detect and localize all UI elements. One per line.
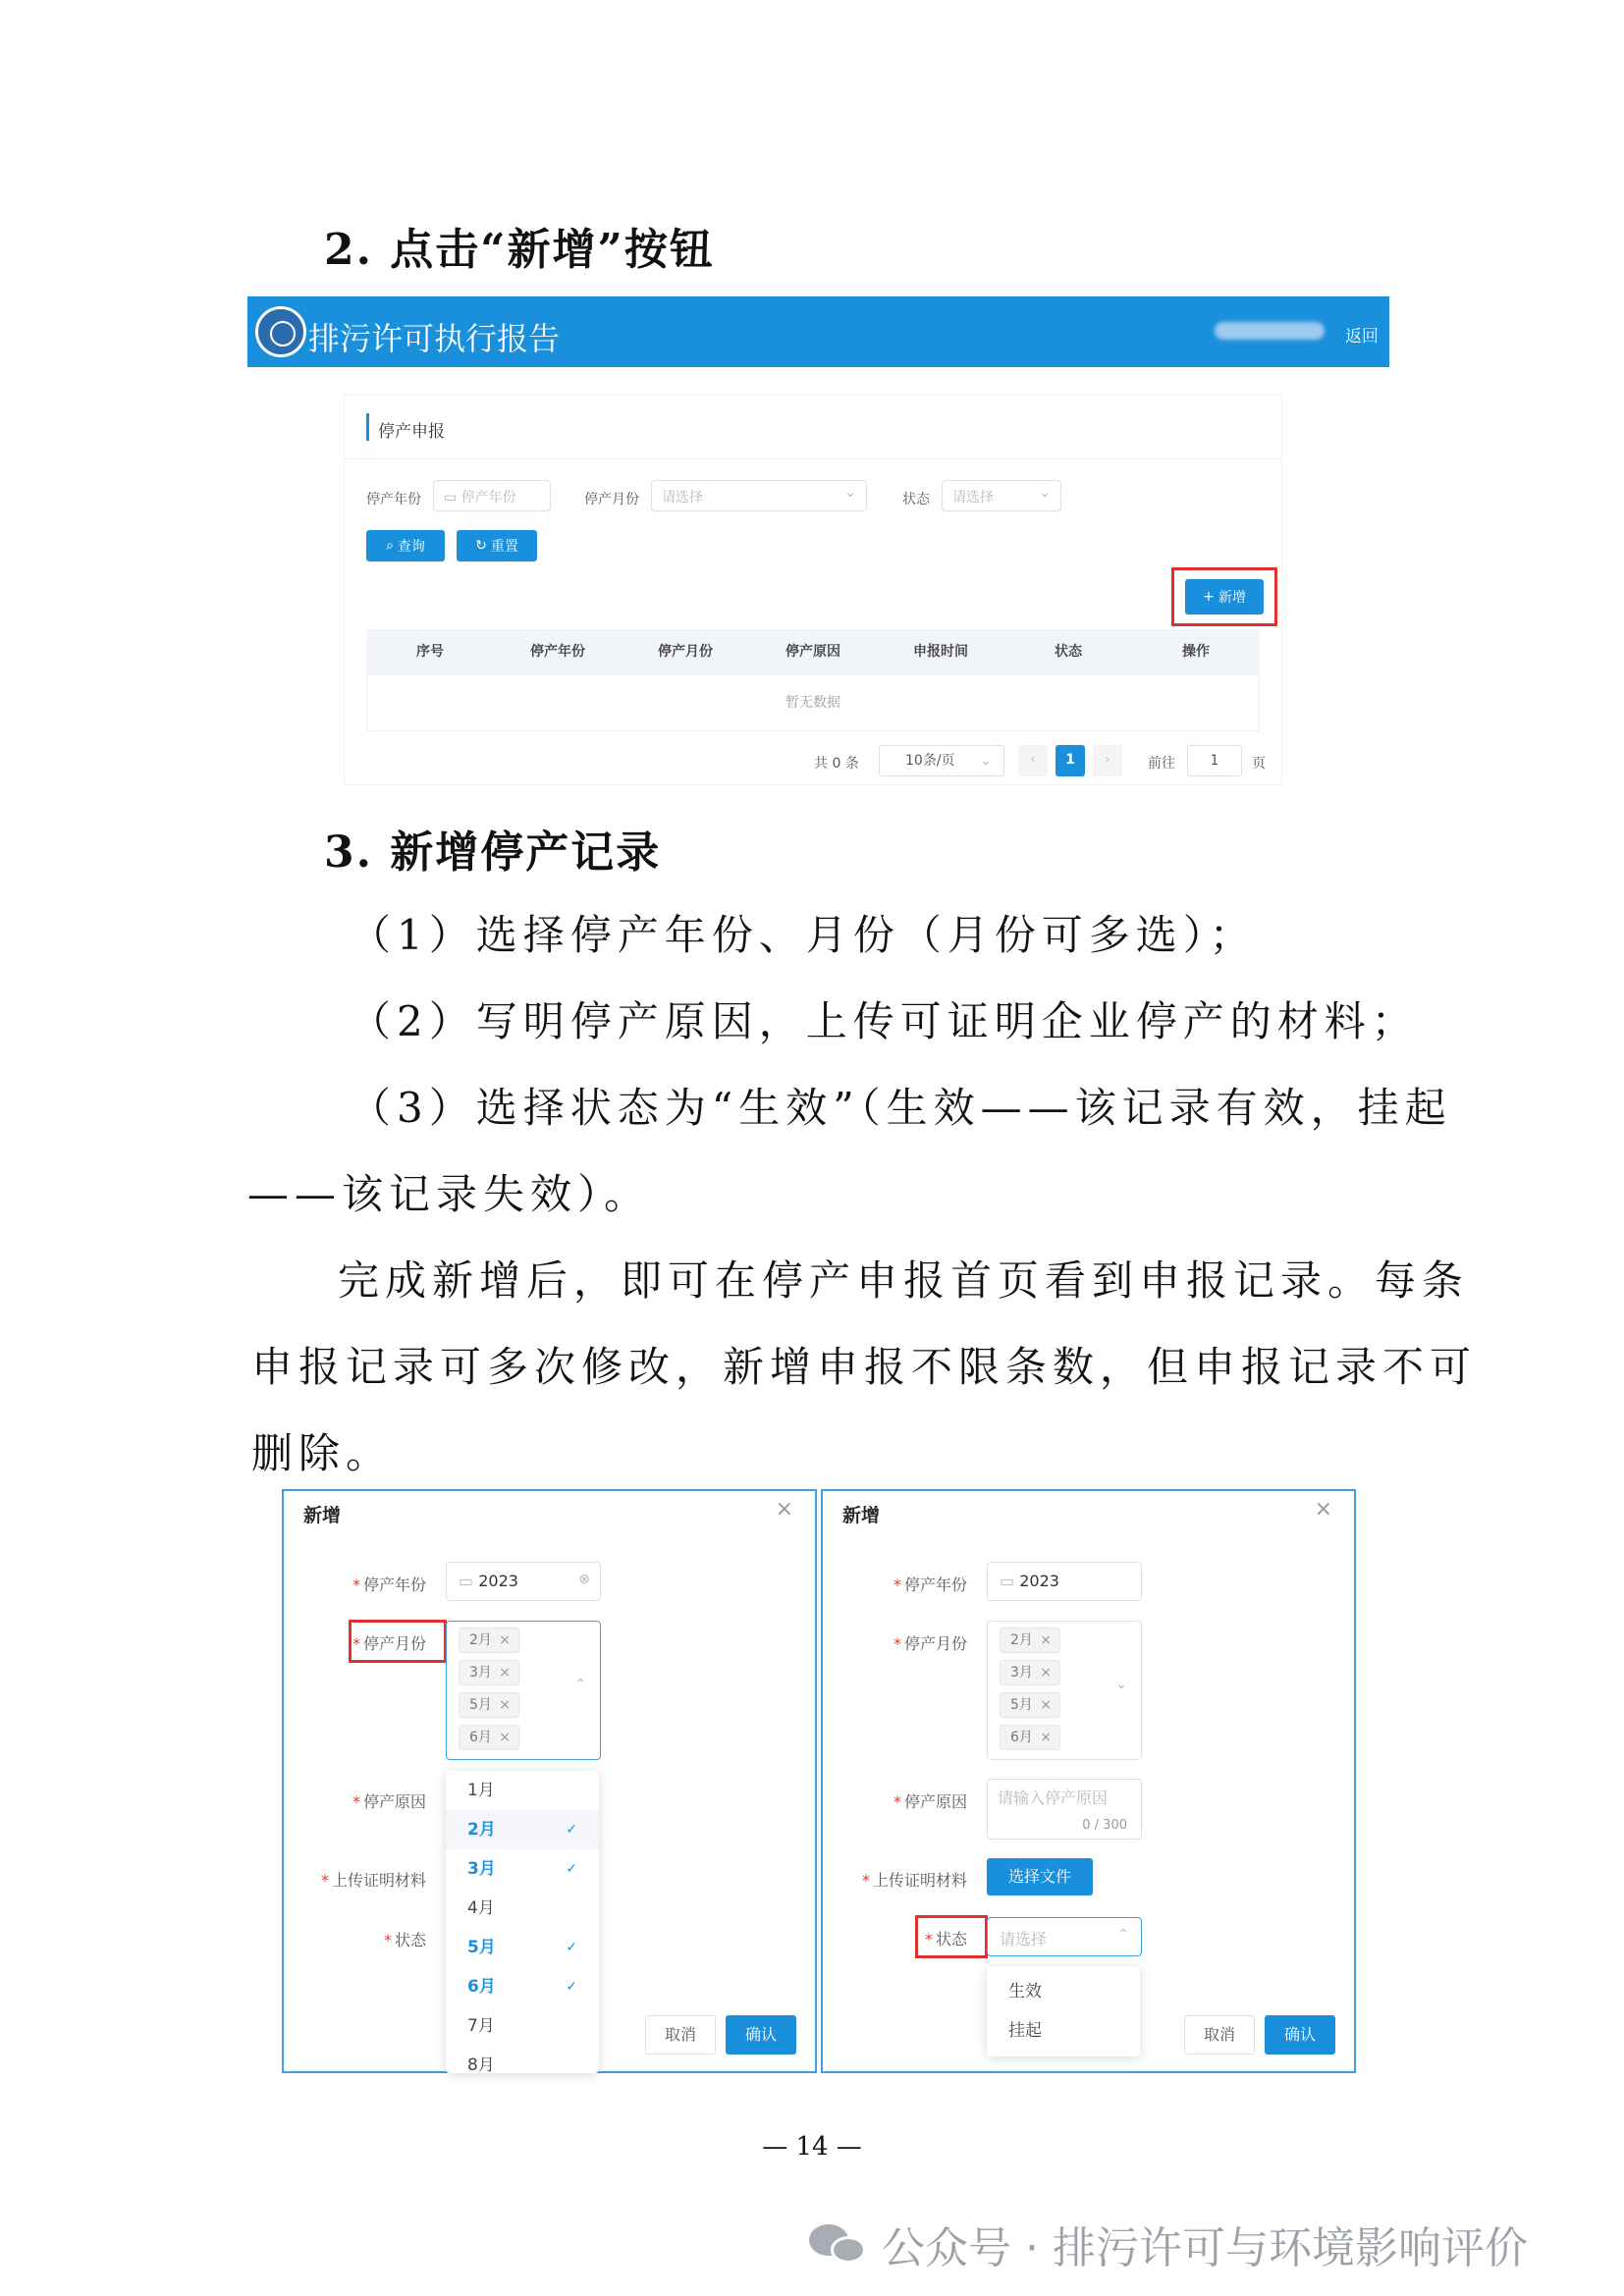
filter-year-placeholder: 停产年份 <box>460 490 516 506</box>
close-icon[interactable]: × <box>1314 1497 1332 1522</box>
month-tag: 2月 × <box>459 1628 519 1653</box>
next-page-button[interactable]: › <box>1093 745 1122 776</box>
filter-month-label: 停产月份 <box>584 492 639 507</box>
month-tag: 2月 × <box>1000 1628 1060 1653</box>
paragraph-line: ——该记录失效）。 <box>247 1170 652 1218</box>
status-select[interactable] <box>987 1917 1142 1956</box>
card-title: 停产申报 <box>378 422 445 442</box>
paragraph-line: （1）选择停产年份、月份（月份可多选）； <box>350 911 1257 959</box>
month-tag: 3月 × <box>459 1660 519 1685</box>
remove-tag-icon[interactable]: × <box>499 1730 511 1745</box>
column-header: 停产原因 <box>785 644 840 660</box>
filter-status-placeholder: 请选择 <box>952 490 994 506</box>
status-dropdown <box>987 1966 1140 2056</box>
step3-heading: 3. 新增停产记录 <box>324 828 662 878</box>
reason-label: * 停产原因 <box>352 1792 426 1811</box>
month-tag: 6月 × <box>1000 1725 1060 1750</box>
confirm-button[interactable]: 确认 <box>1265 2015 1335 2055</box>
filter-month-select[interactable] <box>651 480 867 511</box>
status-label: * 状态 <box>924 1930 967 1949</box>
reset-button-label: 重置 <box>490 539 518 555</box>
remove-tag-icon[interactable]: × <box>1040 1697 1052 1713</box>
close-icon[interactable]: × <box>775 1497 793 1522</box>
back-link[interactable]: 返回 <box>1345 327 1379 347</box>
upload-label: * 上传证明材料 <box>320 1871 426 1890</box>
check-icon: ✓ <box>566 1979 577 1995</box>
calendar-icon: ▭ <box>444 490 461 506</box>
calendar-icon: ▭ <box>1000 1572 1020 1590</box>
pagination-total: 共 0 条 <box>814 756 859 772</box>
chevron-up-icon: ⌃ <box>574 1677 586 1692</box>
chevron-down-icon: ⌄ <box>1039 485 1051 501</box>
month-dropdown <box>446 1771 599 2073</box>
remove-tag-icon[interactable]: × <box>499 1697 511 1713</box>
confirm-button[interactable]: 确认 <box>726 2015 796 2055</box>
add-button[interactable] <box>1185 579 1264 614</box>
table-header <box>366 629 1260 674</box>
year-label: * 停产年份 <box>352 1575 426 1594</box>
month-option[interactable]: 5月 ✓ <box>446 1928 599 1967</box>
card-header <box>345 396 1281 459</box>
chevron-up-icon: ⌃ <box>1117 1927 1129 1943</box>
remove-tag-icon[interactable]: × <box>1040 1632 1052 1648</box>
chevron-down-icon: ⌄ <box>980 753 992 769</box>
month-tag: 3月 × <box>1000 1660 1060 1685</box>
card-title-accent <box>366 413 369 441</box>
current-page-button[interactable]: 1 <box>1056 745 1085 776</box>
refresh-icon: ↻ <box>475 538 487 554</box>
choose-file-button[interactable]: 选择文件 <box>987 1858 1093 1896</box>
wechat-icon <box>809 2220 868 2268</box>
clear-icon[interactable]: ⊗ <box>578 1572 590 1587</box>
filter-year-input[interactable] <box>433 480 551 511</box>
reason-label: * 停产原因 <box>893 1792 967 1811</box>
mee-logo-icon <box>255 306 306 357</box>
watermark-text: 公众号 · 排污许可与环境影响评价 <box>882 2223 1528 2273</box>
step2-heading: 2. 点击“新增”按钮 <box>324 225 715 275</box>
month-tag: 6月 × <box>459 1725 519 1750</box>
year-value: 2023 <box>478 1572 518 1590</box>
month-option[interactable]: 4月 <box>467 1898 495 1918</box>
month-multi-select[interactable] <box>446 1621 601 1760</box>
check-icon: ✓ <box>566 1822 577 1838</box>
status-option[interactable]: 生效 <box>1008 1982 1042 2002</box>
month-tag: 5月 × <box>459 1692 519 1718</box>
reason-textarea[interactable] <box>987 1779 1142 1840</box>
page-size-select[interactable] <box>879 745 1004 776</box>
month-tag: 5月 × <box>1000 1692 1060 1718</box>
column-header: 序号 <box>416 644 444 660</box>
chevron-down-icon: ⌄ <box>844 485 856 501</box>
remove-tag-icon[interactable]: × <box>499 1632 511 1648</box>
month-option[interactable]: 7月 <box>467 2016 495 2036</box>
page-number: — 14 — <box>762 2132 862 2162</box>
year-picker[interactable] <box>987 1562 1142 1601</box>
reset-button[interactable] <box>457 530 537 561</box>
month-option[interactable]: 6月 ✓ <box>446 1967 599 2006</box>
system-header-bar <box>247 296 1389 367</box>
remove-tag-icon[interactable]: × <box>1040 1665 1052 1681</box>
check-icon: ✓ <box>566 1861 577 1877</box>
month-option[interactable]: 8月 <box>467 2056 495 2073</box>
column-header: 操作 <box>1182 644 1210 660</box>
column-header: 停产年份 <box>530 644 585 660</box>
status-option[interactable]: 挂起 <box>1008 2021 1042 2041</box>
month-option[interactable]: 1月 <box>467 1781 495 1800</box>
filter-status-select[interactable] <box>942 480 1061 511</box>
prev-page-button[interactable]: ‹ <box>1018 745 1048 776</box>
remove-tag-icon[interactable]: × <box>499 1665 511 1681</box>
column-header: 停产月份 <box>658 644 713 660</box>
cancel-button[interactable]: 取消 <box>1184 2015 1255 2055</box>
cancel-button[interactable]: 取消 <box>645 2015 716 2055</box>
reason-placeholder: 请输入停产原因 <box>998 1789 1109 1807</box>
system-title: 排污许可执行报告 <box>308 320 561 357</box>
status-placeholder: 请选择 <box>1000 1930 1048 1949</box>
paragraph-line: （3）选择状态为“生效”（生效——该记录有效，挂起 <box>350 1084 1452 1132</box>
user-name-blurred <box>1215 322 1325 340</box>
goto-page-input[interactable]: 1 <box>1187 745 1242 776</box>
year-picker[interactable] <box>446 1562 601 1601</box>
plus-icon: + <box>1203 589 1215 605</box>
month-label: * 停产月份 <box>352 1634 426 1653</box>
page-suffix: 页 <box>1252 756 1266 772</box>
paragraph-line: 申报记录可多次修改，新增申报不限条数，但申报记录不可 <box>251 1343 1478 1391</box>
filter-month-placeholder: 请选择 <box>662 490 703 506</box>
column-header: 状态 <box>1055 644 1082 660</box>
paragraph-line: （2）写明停产原因，上传可证明企业停产的材料； <box>350 997 1419 1045</box>
query-button[interactable] <box>366 530 445 561</box>
paragraph-line: 删除。 <box>251 1429 394 1477</box>
year-value: 2023 <box>1019 1572 1059 1590</box>
year-label: * 停产年份 <box>893 1575 967 1594</box>
paragraph-line: 完成新增后，即可在停产申报首页看到申报记录。每条 <box>338 1256 1470 1305</box>
month-option[interactable]: 2月 ✓ <box>446 1810 599 1849</box>
month-option[interactable]: 3月 ✓ <box>446 1849 599 1889</box>
upload-label: * 上传证明材料 <box>861 1871 967 1890</box>
query-button-label: 查询 <box>397 539 425 555</box>
add-dialog-month-select <box>282 1489 817 2073</box>
shutdown-report-card <box>344 395 1282 785</box>
remove-tag-icon[interactable]: × <box>1040 1730 1052 1745</box>
dialog-title: 新增 <box>303 1505 342 1526</box>
check-icon: ✓ <box>566 1940 577 1955</box>
empty-table-text: 暂无数据 <box>366 674 1260 731</box>
calendar-icon: ▭ <box>459 1572 479 1590</box>
add-dialog-status-select <box>821 1489 1356 2073</box>
search-icon: ⌕ <box>386 538 394 554</box>
month-label: * 停产月份 <box>893 1634 967 1653</box>
month-multi-select[interactable] <box>987 1621 1142 1760</box>
dialog-title: 新增 <box>842 1505 881 1526</box>
filter-year-label: 停产年份 <box>366 492 421 507</box>
reason-counter: 0 / 300 <box>1082 1818 1127 1833</box>
goto-label: 前往 <box>1148 756 1175 772</box>
chevron-down-icon: ⌄ <box>1115 1677 1127 1692</box>
filter-status-label: 状态 <box>902 492 930 507</box>
column-header: 申报时间 <box>913 644 968 660</box>
page-size-value: 10条/页 <box>905 753 955 769</box>
status-label: * 状态 <box>383 1931 426 1949</box>
watermark <box>809 2213 1528 2275</box>
add-button-label: 新增 <box>1218 590 1246 606</box>
